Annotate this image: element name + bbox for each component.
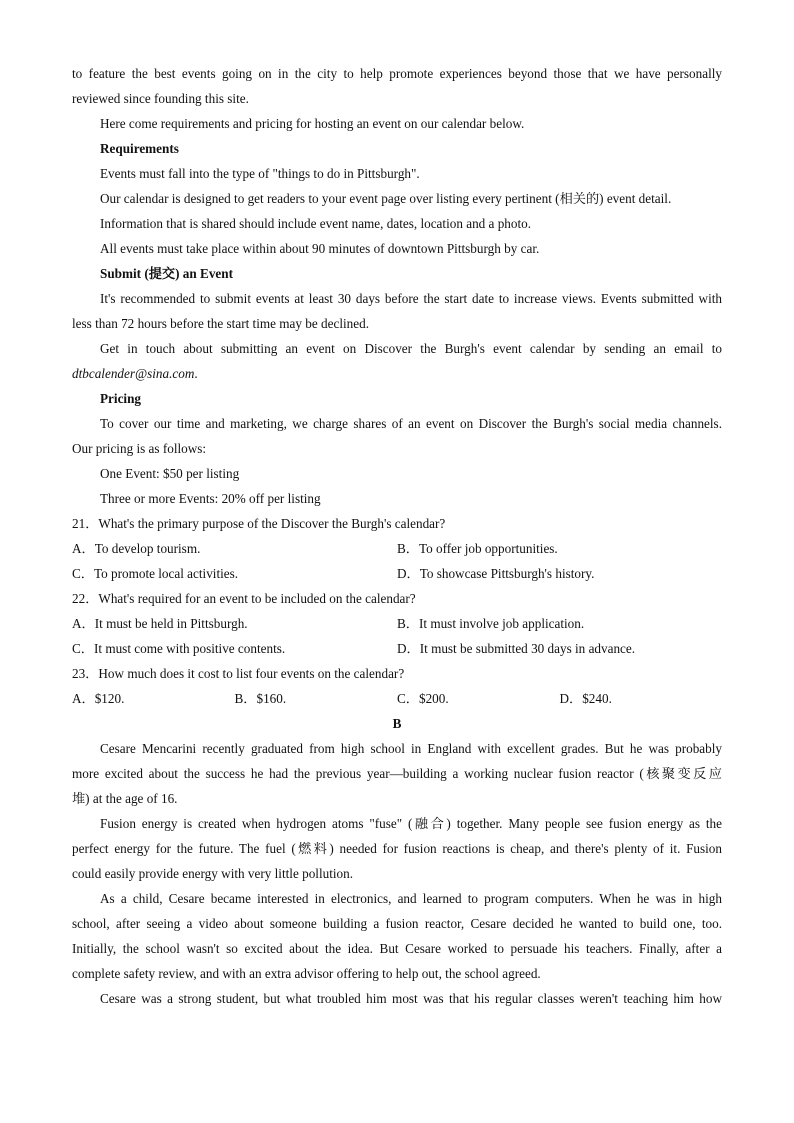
passage-b-p2-line-2: perfect energy for the future. The fuel (燃料) needed for fusion reactions is cheap, and there's plenty of it. Fusion bbox=[72, 841, 722, 856]
passage-b-p1-line-2: more excited about the success he had the previous year—building a working nuclear fusion reactor (核聚变反应 bbox=[72, 766, 722, 781]
price-one-event: One Event: $50 per listing bbox=[100, 466, 240, 481]
pricing-line-2: Our pricing is as follows: bbox=[72, 441, 207, 456]
price-three-events: Three or more Events: 20% off per listing bbox=[100, 491, 321, 506]
email-period: . bbox=[194, 366, 198, 381]
question-23-stem: 23．How much does it cost to list four events on the calendar? bbox=[72, 666, 405, 681]
question-23-option-c: C．$200. bbox=[397, 691, 449, 706]
question-23-option-a: A．$120. bbox=[72, 691, 125, 706]
passage-a-intro-line-2: reviewed since founding this site. bbox=[72, 91, 249, 106]
document-page bbox=[72, 61, 722, 1011]
question-23-option-d: D．$240. bbox=[559, 691, 612, 706]
passage-b-p3-line-3: Initially, the school wasn't so excited about the idea. But Cesare worked to persuade his teachers. Finally, after a bbox=[72, 941, 722, 956]
question-22-options-row-1 bbox=[72, 611, 722, 636]
passage-b-p3-line-4: complete safety review, and with an extra advisor offering to help out, the school agreed. bbox=[72, 966, 541, 981]
question-22-stem: 22．What's required for an event to be included on the calendar? bbox=[72, 591, 416, 606]
passage-b-p2-line-1: Fusion energy is created when hydrogen atoms "fuse" (融合) together. Many people see fusion energy as the bbox=[100, 816, 722, 831]
submit-paragraph-1-line-1: It's recommended to submit events at least 30 days before the start date to increase views. Events submitted with bbox=[100, 291, 722, 306]
passage-b-p3-line-1: As a child, Cesare became interested in electronics, and learned to program computers. When he was in high bbox=[100, 891, 722, 906]
question-22-option-b: B．It must involve job application. bbox=[397, 616, 585, 631]
pricing-line-1: To cover our time and marketing, we charge shares of an event on Discover the Burgh's social media channels. bbox=[100, 416, 722, 431]
question-21-option-d: D．To showcase Pittsburgh's history. bbox=[397, 566, 595, 581]
passage-b-heading: B bbox=[392, 716, 402, 731]
question-21-options-row-2 bbox=[72, 561, 722, 586]
passage-b-p1-line-3: 堆) at the age of 16. bbox=[72, 791, 178, 806]
passage-b-p2-line-3: could easily provide energy with very little pollution. bbox=[72, 866, 354, 881]
question-21-option-c: C．To promote local activities. bbox=[72, 566, 239, 581]
passage-b-p3-line-2: school, after seeing a video about someone building a fusion reactor, Cesare decided he wanted to build one, too. bbox=[72, 916, 722, 931]
question-22-option-d: D．It must be submitted 30 days in advance. bbox=[397, 641, 636, 656]
question-21-options-row-1 bbox=[72, 536, 722, 561]
question-23-option-b: B．$160. bbox=[234, 691, 287, 706]
question-22-option-c: C．It must come with positive contents. bbox=[72, 641, 286, 656]
requirement-2: Our calendar is designed to get readers to your event page over listing every pertinent (相关的) event detail. bbox=[100, 191, 672, 206]
passage-b-p1-line-1: Cesare Mencarini recently graduated from high school in England with excellent grades. But he was probably bbox=[100, 741, 722, 756]
question-22-options-row-2 bbox=[72, 636, 722, 661]
passage-a-here-text: Here come requirements and pricing for hosting an event on our calendar below. bbox=[100, 116, 525, 131]
email-address: dtbcalender@sina.com bbox=[72, 366, 195, 381]
requirement-3: Information that is shared should include event name, dates, location and a photo. bbox=[100, 216, 532, 231]
submit-paragraph-2-line-1: Get in touch about submitting an event on Discover the Burgh's event calendar by sending an email to bbox=[100, 341, 722, 356]
pricing-heading: Pricing bbox=[100, 391, 142, 406]
question-21-option-a: A．To develop tourism. bbox=[72, 541, 201, 556]
question-21-option-b: B．To offer job opportunities. bbox=[397, 541, 558, 556]
passage-b-p4-line-1: Cesare was a strong student, but what troubled him most was that his regular classes weren't teaching him how bbox=[100, 991, 722, 1006]
passage-a-intro-line-1: to feature the best events going on in the city to help promote experiences beyond those that we have personally bbox=[72, 66, 722, 81]
question-21-stem: 21．What's the primary purpose of the Discover the Burgh's calendar? bbox=[72, 516, 446, 531]
submit-heading: Submit (提交) an Event bbox=[100, 266, 233, 281]
question-22-option-a: A．It must be held in Pittsburgh. bbox=[72, 616, 248, 631]
requirement-1: Events must fall into the type of "things to do in Pittsburgh". bbox=[100, 166, 420, 181]
submit-paragraph-2-line-2 bbox=[72, 361, 722, 386]
requirement-4: All events must take place within about 90 minutes of downtown Pittsburgh by car. bbox=[100, 241, 540, 256]
requirements-heading: Requirements bbox=[100, 141, 179, 156]
question-23-options-row bbox=[72, 686, 722, 711]
submit-paragraph-1-line-2: less than 72 hours before the start time may be declined. bbox=[72, 316, 369, 331]
